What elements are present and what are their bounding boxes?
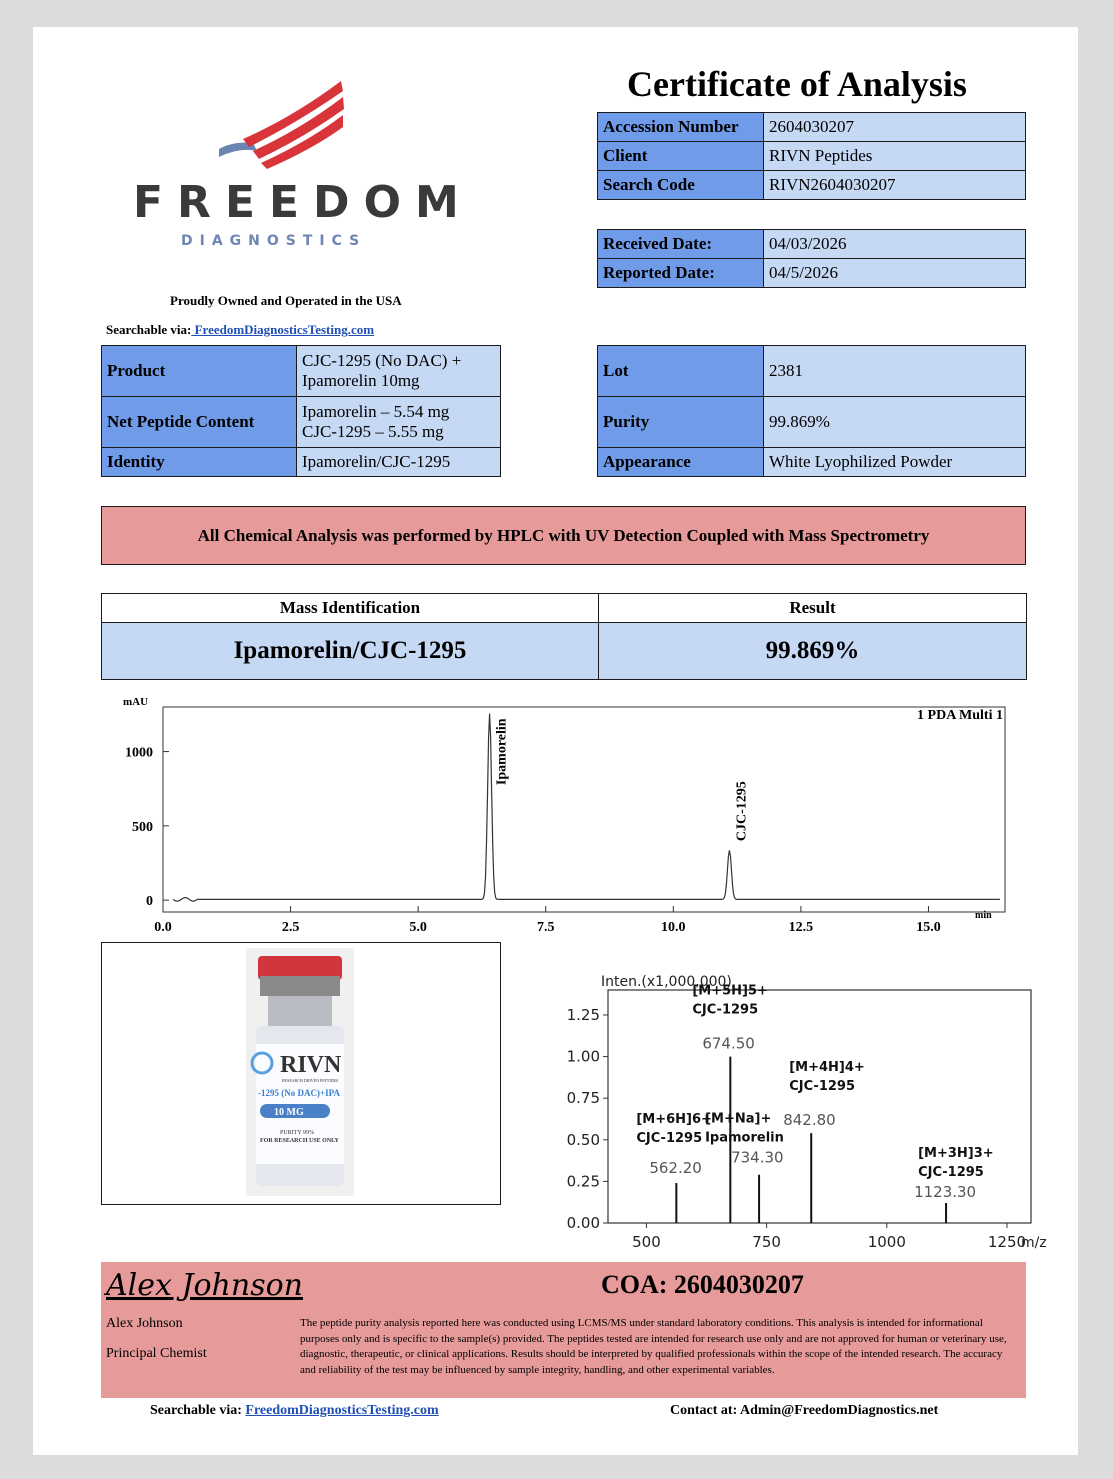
- mass-table: [101, 593, 1027, 680]
- searchable-top: [106, 322, 374, 338]
- page-title: Certificate of Analysis: [627, 64, 967, 104]
- mass-spectrum: [553, 940, 1047, 1251]
- ms-peak-ion: [M+3H]3+: [918, 1146, 994, 1162]
- searchable-link[interactable]: FreedomDiagnosticsTesting.com: [191, 322, 375, 337]
- vial-purity: PURITY 99%: [280, 1130, 314, 1136]
- hplc-trace: [173, 714, 1000, 902]
- product-label: Product: [102, 346, 297, 397]
- hplc-xtick-label: 7.5: [536, 920, 555, 935]
- bottom-search: [150, 1403, 439, 1419]
- vial-brand: RIVN: [280, 1052, 342, 1078]
- ms-xtick-label: 750: [752, 1233, 781, 1251]
- product-value-line2: Ipamorelin 10mg: [302, 371, 420, 390]
- received-date-label: Received Date:: [598, 230, 764, 259]
- hplc-ytick-label: 0: [146, 894, 153, 910]
- lot-table: [597, 345, 1026, 477]
- ms-peak-compound: CJC-1295: [636, 1131, 703, 1147]
- accession-value: 2604030207: [764, 113, 1026, 142]
- net-peptide-value: [297, 397, 501, 448]
- ms-peak-ion: [M+Na]+: [705, 1111, 772, 1127]
- hplc-xtick-label: 12.5: [788, 920, 814, 935]
- ms-xtick-label: 1000: [867, 1233, 906, 1251]
- ms-peak-value: 1123.30: [914, 1183, 977, 1202]
- ms-peak-value: 842.80: [783, 1111, 836, 1130]
- hplc-ylabel: mAU: [123, 696, 149, 708]
- hplc-chromatogram: [93, 692, 1023, 942]
- chemist-role: Principal Chemist: [106, 1346, 207, 1361]
- lot-label: Lot: [598, 346, 764, 397]
- ms-peak-compound: CJC-1295: [918, 1165, 984, 1181]
- ms-ytick-label: 0.25: [566, 1172, 600, 1191]
- searchable-label: Searchable via:: [106, 322, 192, 337]
- search-code-value: RIVN2604030207: [764, 171, 1026, 200]
- signature: Alex Johnson: [106, 1268, 303, 1303]
- chemist-name: Alex Johnson: [106, 1316, 183, 1331]
- net-peptide-line1: Ipamorelin – 5.54 mg: [302, 402, 450, 421]
- net-peptide-line2: CJC-1295 – 5.55 mg: [302, 422, 444, 441]
- disclaimer: The peptide purity analysis reported here was conducted using LCMS/MS under standard laboratory conditions. This analysis is intended for informational purposes only and is specific to the sample(s) provided. The peptides tested are intended for research use only and are not approved for human or veterinary use, diagnostic, therapeutic, or clinical applications. Results should be interpreted by qualified professionals within the scope of the intended research. The accuracy and reliability of the test may be influenced by sample integrity, handling, and other experimental variables.: [300, 1317, 1007, 1376]
- bottom-search-link[interactable]: FreedomDiagnosticsTesting.com: [245, 1403, 439, 1418]
- tagline: Proudly Owned and Operated in the USA: [170, 293, 402, 308]
- accession-label: Accession Number: [598, 113, 764, 142]
- logo-name: FREEDOM: [133, 177, 473, 228]
- client-label: Client: [598, 142, 764, 171]
- ms-peak-ion: [M+4H]4+: [789, 1060, 865, 1076]
- purity-label: Purity: [598, 397, 764, 448]
- received-date-value: 04/03/2026: [764, 230, 1026, 259]
- ms-peak-value: 674.50: [702, 1034, 755, 1053]
- hplc-xtick-label: 0.0: [154, 920, 172, 935]
- ms-peak-compound: CJC-1295: [692, 1002, 759, 1018]
- footer-panel: [101, 1262, 1026, 1398]
- ms-peak-compound: Ipamorelin: [705, 1130, 784, 1146]
- ms-ytick-label: 1.00: [566, 1047, 600, 1066]
- vial-sub: RESEARCH DRIVEN PEPTIDES: [282, 1078, 339, 1083]
- hplc-xtick-label: 10.0: [661, 920, 686, 935]
- result-header: Result: [599, 594, 1027, 623]
- ms-ytick-label: 0.50: [566, 1130, 600, 1149]
- accession-table: [597, 112, 1026, 200]
- identity-value: Ipamorelin/CJC-1295: [297, 448, 501, 477]
- vial-dose: 10 MG: [274, 1107, 304, 1118]
- hplc-xtick-label: 15.0: [916, 920, 941, 935]
- net-peptide-label: Net Peptide Content: [102, 397, 297, 448]
- ms-xtick-label: 500: [632, 1233, 661, 1251]
- appearance-label: Appearance: [598, 448, 764, 477]
- hplc-plot-frame: [163, 707, 1005, 912]
- ms-title: Inten.(x1,000,000): [601, 974, 732, 990]
- ms-peak-ion: [M+5H]5+: [692, 983, 768, 999]
- mass-id-header: Mass Identification: [102, 594, 599, 623]
- client-value: RIVN Peptides: [764, 142, 1026, 171]
- hplc-xlabel: min: [975, 910, 992, 921]
- freedom-logo-eagle-icon: [213, 77, 353, 167]
- ms-peak-compound: CJC-1295: [789, 1079, 856, 1095]
- ms-peak-value: 562.20: [649, 1159, 702, 1178]
- bottom-search-label: Searchable via:: [150, 1403, 242, 1418]
- purity-value: 99.869%: [764, 397, 1026, 448]
- lot-value: 2381: [764, 346, 1026, 397]
- identity-label: Identity: [102, 448, 297, 477]
- ms-xtick-label: 1250: [987, 1233, 1027, 1251]
- product-value-line1: CJC-1295 (No DAC) +: [302, 351, 462, 370]
- logo-subtitle: DIAGNOSTICS: [181, 233, 367, 249]
- ms-ytick-label: 0.00: [566, 1214, 600, 1232]
- reported-date-value: 04/5/2026: [764, 259, 1026, 288]
- hplc-peak-label: CJC-1295: [734, 781, 750, 842]
- hplc-xtick-label: 5.0: [409, 920, 427, 935]
- search-code-label: Search Code: [598, 171, 764, 200]
- dates-table: [597, 229, 1026, 288]
- appearance-value: White Lyophilized Powder: [764, 448, 1026, 477]
- vial-line1: -1295 (No DAC)+IPA: [258, 1088, 340, 1098]
- hplc-title: 1 PDA Multi 1: [917, 708, 1003, 723]
- product-table: [101, 345, 501, 477]
- vial-use: FOR RESEARCH USE ONLY: [260, 1138, 339, 1144]
- ms-ytick-label: 0.75: [566, 1089, 600, 1108]
- result-value: 99.869%: [599, 623, 1027, 680]
- hplc-xtick-label: 2.5: [281, 920, 300, 935]
- hplc-ytick-label: 1000: [125, 745, 153, 761]
- method-banner: All Chemical Analysis was performed by HPLC with UV Detection Coupled with Mass Spectrometry: [101, 506, 1026, 565]
- certificate-page: [33, 27, 1078, 1455]
- product-value: [297, 346, 501, 397]
- contact-info: Contact at: Admin@FreedomDiagnostics.net: [670, 1403, 939, 1418]
- coa-number: COA: 2604030207: [601, 1270, 804, 1299]
- ms-xlabel: m/z: [1021, 1235, 1047, 1251]
- product-photo: [101, 942, 501, 1205]
- ms-ytick-label: 1.25: [566, 1005, 600, 1024]
- hplc-peak-label: Ipamorelin: [494, 718, 510, 786]
- ms-peak-ion: [M+6H]6+: [636, 1112, 712, 1128]
- vial-image: [246, 948, 354, 1196]
- hplc-ytick-label: 500: [132, 819, 153, 835]
- mass-id-value: Ipamorelin/CJC-1295: [102, 623, 599, 680]
- ms-peak-value: 734.30: [731, 1148, 784, 1167]
- reported-date-label: Reported Date:: [598, 259, 764, 288]
